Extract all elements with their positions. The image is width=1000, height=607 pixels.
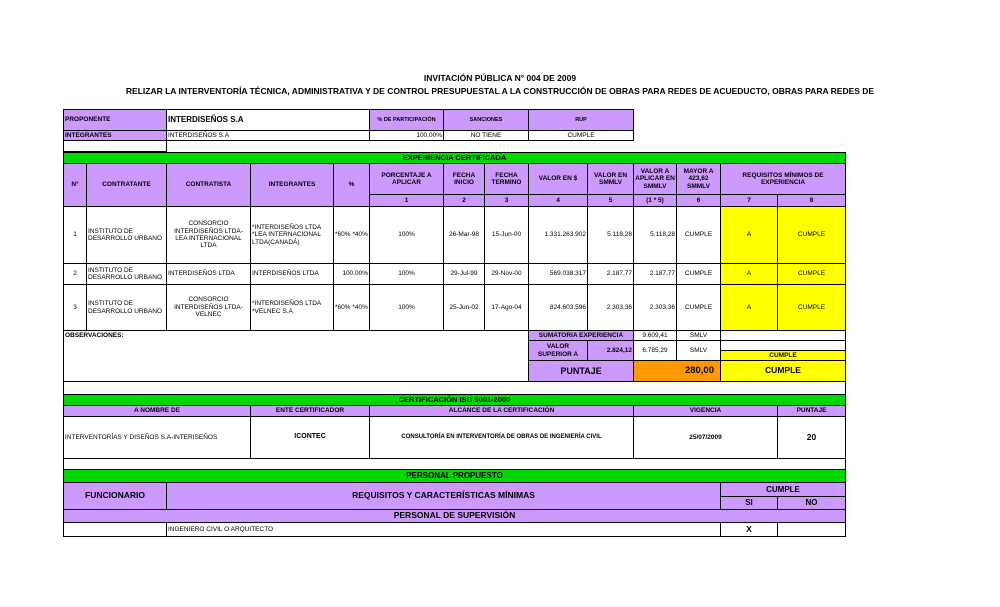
row-porcentaje: 100% [369,206,444,264]
row-req-8: CUMPLE [777,284,846,331]
proponent-label: PROPONENTE [63,109,167,131]
col-number-2: 2 [443,194,485,207]
row-pct: *60% *40% [333,284,370,331]
iso-section-title: CERTIFICACIÓN ISO 9001-2000 [63,394,846,406]
valor-superior-unit: SMLV [676,340,721,361]
col-number-1: 1 [369,194,444,207]
row-valor-smmlv: 2.187,77 [587,263,634,285]
row-mayor: CUMPLE [676,284,721,331]
row-contratista: CONSORCIO INTERDISEÑOS LTDA-LEA INTERNACIONAL LTDA [166,206,251,264]
row-contratante: INSTITUTO DE DESARROLLO URBANO [86,263,167,285]
funcionario-header: FUNCIONARIO [63,482,167,510]
col-header-fecha-termino: FECHA TERMINO [484,163,529,195]
row-valor: 1.331.263.902 [528,206,588,264]
col-number-5: 5 [587,194,634,207]
col-header-num: N° [63,163,87,207]
integrantes-value: INTERDISEÑOS S.A [166,130,370,141]
row-valor-smmlv: 2.303,36 [587,284,634,331]
row-contratista: CONSORCIO INTERDISEÑOS LTDA-VELNEC [166,284,251,331]
puntaje-value: 280,00 [633,360,721,382]
iso-header-nombre: A NOMBRE DE [63,405,251,417]
observations-label: OBSERVACIONES: [63,330,529,382]
col-header-integrantes: INTEGRANTES [250,163,334,207]
row-valor-smmlv: 5.118,28 [587,206,634,264]
row-valor-aplicar: 2.303,36 [633,284,677,331]
experience-section-title: EXPERIENCIA CERTIFICADA [63,152,846,164]
valor-superior-label: VALOR SUPERIOR A [528,340,588,361]
col-header-porcentaje: PORCENTAJE A APLICAR [369,163,444,195]
requirement-no-cell [777,522,846,537]
row-fecha-inicio: 25-Jun-02 [443,284,485,331]
row-contratante: INSTITUTO DE DESARROLLO URBANO [86,206,167,264]
row-integrantes: *INTERDISEÑOS LTDA *LEA INTERNACIONAL LTDA(CANADÁ) [250,206,334,264]
col-number-4: 4 [528,194,588,207]
cumple-header: CUMPLE [720,482,846,497]
row-valor-aplicar: 2.187,77 [633,263,677,285]
proponent-name: INTERDISEÑOS S.A [166,109,370,131]
row-fecha-termino: 29-Nov-00 [484,263,529,285]
puntaje-label: PUNTAJE [528,360,634,382]
row-fecha-inicio: 26-Mar-98 [443,206,485,264]
col-header-contratista: CONTRATISTA [166,163,251,207]
funcionario-cell [63,522,167,537]
row-pct: 100,00% [333,263,370,285]
puntaje-cumple: CUMPLE [720,360,846,382]
row-req-8: CUMPLE [777,263,846,285]
iso-header-alcance: ALCANCE DE LA CERTIFICACIÓN [369,405,634,417]
row-valor: 569.038.317 [528,263,588,285]
iso-ente: ICONTEC [250,416,370,459]
valor-superior-value: 6.785,29 [633,340,677,361]
sumatoria-unit: SMLV [676,330,721,341]
requirement-text: INGENIERO CIVIL O ARQUITECTO [166,522,721,537]
sumatoria-label: SUMATORIA EXPERIENCIA [528,330,634,341]
row-fecha-termino: 17-Ago-04 [484,284,529,331]
sanctions-value: NO TIENE [443,130,529,141]
row-num: 1 [63,206,87,264]
iso-puntaje: 20 [777,416,846,459]
participation-pct-value: 100,00% [369,130,444,141]
iso-vigencia: 25/07/2009 [633,416,778,459]
personal-section-title: PERSONAL PROPUESTO [63,469,846,483]
row-num: 3 [63,284,87,331]
iso-header-vigencia: VIGENCIA [633,405,778,417]
row-req-8: CUMPLE [777,206,846,264]
cumple-badge: CUMPLE [720,350,846,361]
supervision-header: PERSONAL DE SUPERVISIÓN [63,509,846,523]
row-integrantes: *INTERDISEÑOS LTDA *VELNEC S.A [250,284,334,331]
col-number-6: 6 [676,194,721,207]
col-number-product: (1 * 5) [633,194,677,207]
rup-header: RUP [528,109,634,131]
row-valor: 824.603.596 [528,284,588,331]
col-header-requisitos: REQUISITOS MÍNIMOS DE EXPERIENCIA [720,163,846,195]
row-porcentaje: 100% [369,263,444,285]
col-number-8: 8 [777,194,846,207]
col-header-mayor: MAYOR A 423,62 SMMLV [676,163,721,195]
row-mayor: CUMPLE [676,263,721,285]
integrantes-label: INTEGRANTES [63,130,167,141]
col-header-valor: VALOR EN $ [528,163,588,195]
requirement-si-mark: X [720,522,778,537]
col-header-fecha-inicio: FECHA INICIO [443,163,485,195]
col-number-7: 7 [720,194,778,207]
iso-header-ente: ENTE CERTIFICADOR [250,405,370,417]
no-header: NO [777,496,846,510]
col-header-contratante: CONTRATANTE [86,163,167,207]
sanctions-header: SANCIONES [443,109,529,131]
document-title: INVITACIÓN PÚBLICA N° 004 DE 2009 [423,73,577,83]
row-fecha-termino: 15-Jun-00 [484,206,529,264]
rup-value: CUMPLE [528,130,634,141]
row-req-7: A [720,263,778,285]
row-num: 2 [63,263,87,285]
col-header-valor-smmlv: VALOR EN SMMLV [587,163,634,195]
col-header-pct: % [333,163,370,207]
participation-pct-header: % DE PARTICIPACIÓN [369,109,444,131]
row-valor-aplicar: 5.118,28 [633,206,677,264]
row-fecha-inicio: 29-Jul-99 [443,263,485,285]
valor-superior-threshold: 2.824,12 [587,340,634,361]
iso-header-puntaje: PUNTAJE [777,405,846,417]
row-contratista: INTERDISEÑOS LTDA [166,263,251,285]
iso-nombre: INTERVENTORÍAS Y DISEÑOS S.A-INTERISEÑOS [63,416,251,459]
spacer-row [63,381,846,395]
row-mayor: CUMPLE [676,206,721,264]
si-header: SI [720,496,778,510]
row-integrantes: INTERDISEÑOS LTDA [250,263,334,285]
sumatoria-value: 9.609,41 [633,330,677,341]
row-pct: *60% *40% [333,206,370,264]
document-subtitle: RELIZAR LA INTERVENTORÍA TÉCNICA, ADMINISTRATIVA Y DE CONTROL PRESUPUESTAL A LA CONSTRUCCIÓN DE OBRAS PARA REDES DE ACUEDUCTO, OBRAS PARA REDES DE [125,86,875,96]
col-header-valor-aplicar: VALOR A APLICAR EN SMMLV [633,163,677,195]
row-req-7: A [720,206,778,264]
row-porcentaje: 100% [369,284,444,331]
row-req-7: A [720,284,778,331]
col-number-3: 3 [484,194,529,207]
spacer-row [63,140,167,152]
requisitos-header: REQUISITOS Y CARACTERÍSTICAS MÍNIMAS [166,482,721,510]
iso-alcance: CONSULTORÍA EN INTERVENTORÍA DE OBRAS DE INGENIERÍA CIVIL [369,416,634,459]
row-contratante: INSTITUTO DE DESARROLLO URBANO [86,284,167,331]
